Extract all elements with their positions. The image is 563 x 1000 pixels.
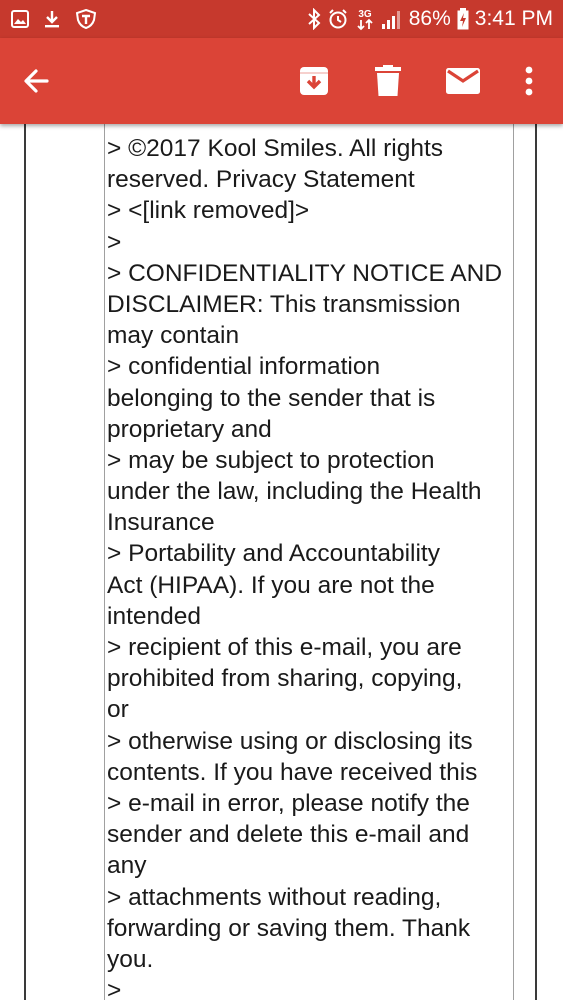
archive-icon (298, 65, 330, 97)
email-line: > CONFIDENTIALITY NOTICE AND (107, 259, 503, 287)
email-line: intended (107, 602, 202, 630)
archive-button[interactable] (292, 38, 336, 124)
alarm-icon (327, 8, 349, 30)
delete-button[interactable] (366, 38, 410, 124)
email-line: belonging to the sender that is (107, 384, 436, 412)
download-icon (42, 9, 62, 29)
email-body (107, 133, 517, 1000)
email-line: > e-mail in error, please notify the (107, 789, 470, 817)
mark-unread-icon (446, 68, 480, 94)
shield-icon (75, 9, 97, 29)
clock: 3:41 PM (474, 7, 553, 30)
email-content-area[interactable] (0, 124, 563, 1000)
email-line: any (107, 852, 147, 880)
email-line: sender and delete this e-mail and (107, 821, 470, 849)
network-icon (355, 7, 375, 31)
email-line: proprietary and (107, 415, 272, 443)
email-line: > (107, 977, 122, 1000)
email-line: contents. If you have received this (107, 758, 478, 786)
mark-unread-button[interactable] (440, 38, 486, 124)
gallery-icon (10, 9, 30, 29)
status-bar (0, 0, 563, 38)
email-line: > may be subject to protection (107, 446, 435, 474)
quote-border-left-inner (104, 124, 105, 1000)
email-line: or (107, 696, 129, 724)
email-line: DISCLAIMER: This transmission (107, 290, 461, 318)
quote-border-left-outer (24, 124, 26, 1000)
overflow-menu-button[interactable] (512, 38, 546, 124)
email-line: forwarding or saving them. Thank (107, 914, 471, 942)
back-arrow-icon (22, 67, 50, 95)
email-line: under the law, including the Health (107, 478, 482, 506)
email-line: you. (107, 945, 154, 973)
app-bar (0, 38, 563, 124)
email-line: > ©2017 Kool Smiles. All rights (107, 135, 444, 162)
email-line: > <[link removed]> (107, 197, 310, 225)
email-line: may contain (107, 322, 240, 350)
delete-icon (375, 65, 401, 97)
email-line: reserved. Privacy Statement (107, 166, 415, 194)
battery-icon (457, 8, 469, 30)
email-line: > attachments without reading, (107, 883, 442, 911)
email-line: > otherwise using or disclosing its (107, 727, 473, 755)
email-line: > Portability and Accountability (107, 540, 440, 568)
quote-border-right-outer (535, 124, 537, 1000)
signal-icon (381, 8, 403, 30)
overflow-menu-icon (525, 66, 533, 96)
battery-percent: 86% (408, 7, 451, 30)
email-line: Insurance (107, 509, 215, 537)
back-button[interactable] (14, 38, 58, 124)
system-status (307, 0, 553, 38)
email-line: > recipient of this e-mail, you are (107, 634, 462, 661)
email-line: > confidential information (107, 353, 381, 381)
notification-icons (10, 9, 105, 29)
network-type-label: 3G (358, 9, 372, 20)
email-line: prohibited from sharing, copying, (107, 665, 463, 693)
email-line: > (107, 228, 122, 256)
email-line: Act (HIPAA). If you are not the (107, 571, 435, 599)
bluetooth-icon (307, 8, 321, 30)
